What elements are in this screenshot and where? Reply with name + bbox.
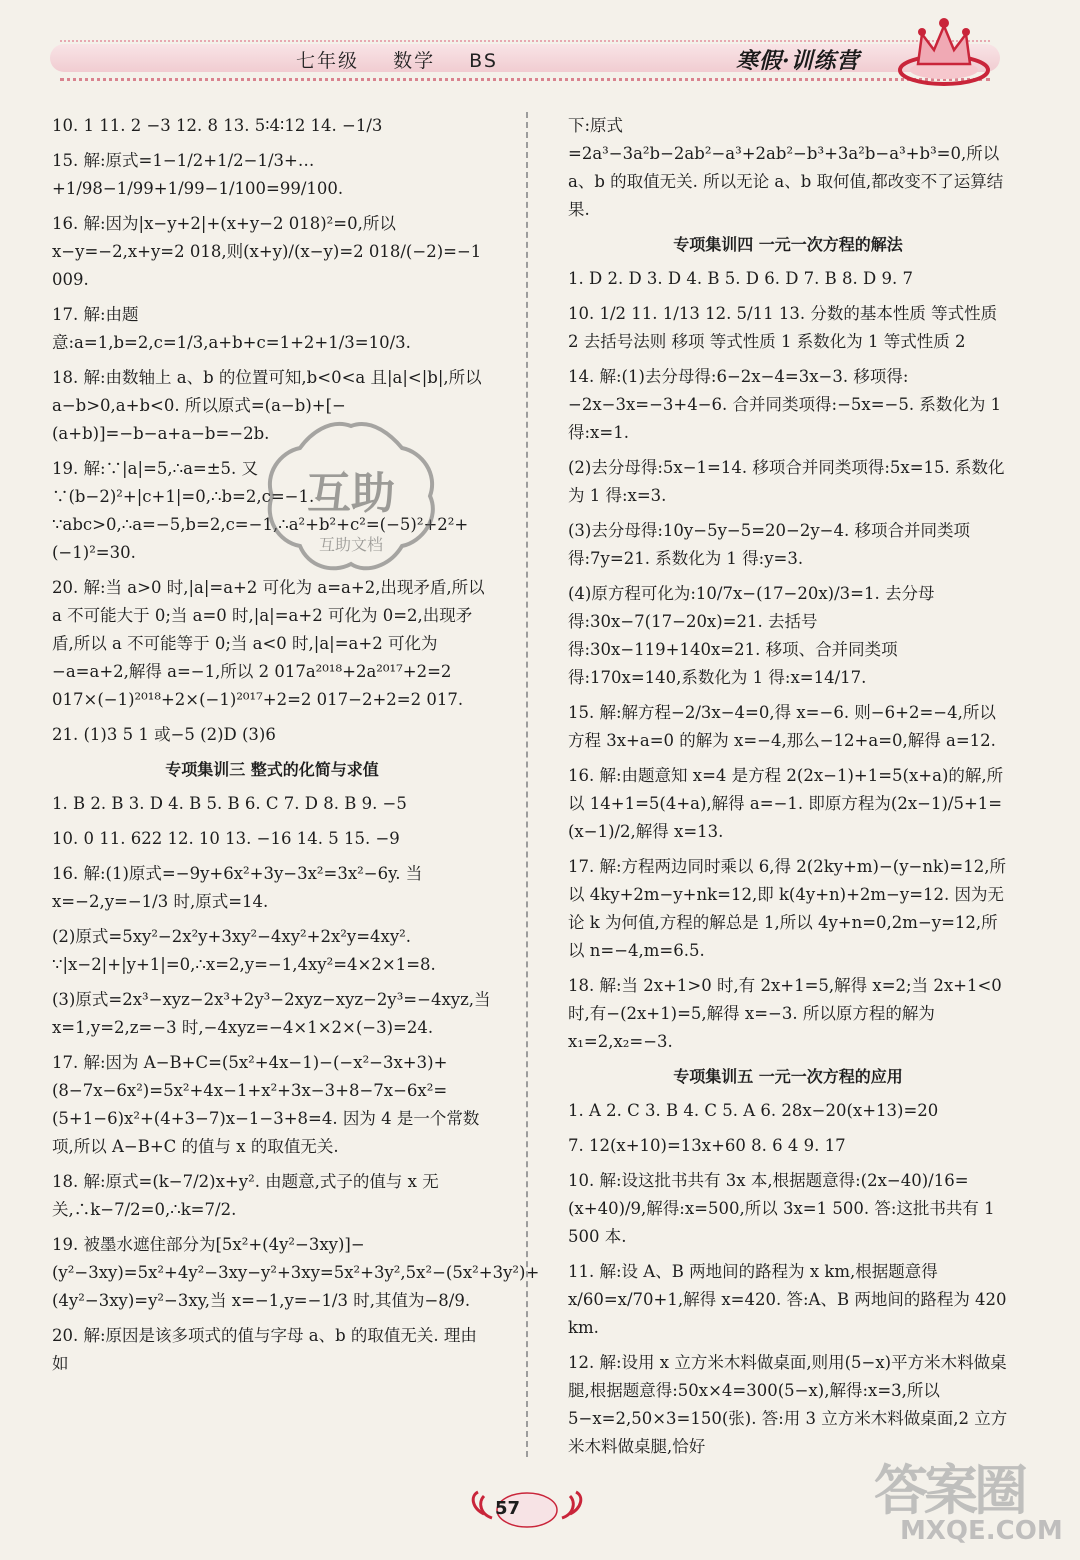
answer-item: 16. 解:因为|x−y+2|+(x+y−2 018)²=0,所以 x−y=−2,x+y=2 018,则(x+y)/(x−y)=2 018/(−2)=−1 009. (52, 214, 482, 289)
watermark-logo: 答案圈 (874, 1459, 1024, 1522)
answer-item: (4)原方程可化为:10/7x−(17−20x)/3=1. 去分母得:30x−7(17−20x)=21. 去括号得:30x−119+140x=21. 移项、合并同类项得:170x=140,系数化为 1 得:x=14/17. (568, 584, 935, 687)
answer-item: 11. 解:设 A、B 两地间的路程为 x km,根据题意得 x/60=x/70+1,解得 x=420. 答:A、B 两地间的路程为 420 km. (568, 1262, 1007, 1337)
answer-item: 10. 0 11. 622 12. 10 13. −16 14. 5 15. −9 (52, 829, 400, 848)
answer-item: 1. D 2. D 3. D 4. B 5. D 6. D 7. B 8. D 9. 7 (568, 269, 913, 288)
answer-item: 17. 解:由题意:a=1,b=2,c=1/3,a+b+c=1+2+1/3=10/3. (52, 305, 411, 352)
page-number: 57 (495, 1498, 521, 1519)
answer-item: 15. 解:解方程−2/3x−4=0,得 x=−6. 则−6+2=−4,所以方程 3x+a=0 的解为 x=−4,那么−12+a=0,解得 a=12. (568, 703, 996, 750)
header-title (296, 46, 524, 73)
answer-item: 18. 解:由数轴上 a、b 的位置可知,b<0<a 且|a|<|b|,所以 a−b>0,a+b<0. 所以原式=(a−b)+[−(a+b)]=−b−a+a−b=−2b. (52, 368, 482, 443)
stamp-subtext: 互助文档 (318, 535, 384, 554)
answer-item: 16. 解:(1)原式=−9y+6x²+3y−3x²=3x²−6y. 当 x=−2,y=−1/3 时,原式=14. (52, 864, 423, 911)
answer-item: 20. 解:原因是该多项式的值与字母 a、b 的取值无关. 理由如 (52, 1326, 477, 1373)
answer-item: 7. 12(x+10)=13x+60 8. 6 4 9. 17 (568, 1136, 846, 1155)
answer-item: (3)原式=2x³−xyz−2x³+2y³−2xyz−xyz−2y³=−4xyz,当 x=1,y=2,z=−3 时,−4xyz=−4×1×2×(−3)=24. (52, 990, 491, 1037)
section-heading: 专项集训四 一元一次方程的解法 (673, 235, 903, 254)
answer-item: 20. 解:当 a>0 时,|a|=a+2 可化为 a=a+2,出现矛盾,所以 a 不可能大于 0;当 a=0 时,|a|=a+2 可化为 0=2,出现矛盾,所以 a 不可能等于 0;当 a<0 时,|a|=a+2 可化为 −a=a+2,解得 a=−1,所以 2 017a²⁰¹⁸+2a²⁰¹⁷+2=2 017×(−1)²⁰¹⁸+2×(−1)²⁰¹⁷+2=2 017−2+2=2 017. (52, 578, 485, 709)
answer-item: 下:原式=2a³−3a²b−2ab²−a³+2ab²−b³+3a²b−a³+b³=0,所以 a、b 的取值无关. 所以无论 a、b 取何值,都改变不了运算结果. (568, 116, 1004, 219)
brand-title: 寒假·训练营 (736, 48, 860, 74)
watermark-url: MXQE.COM (900, 1516, 1063, 1546)
answer-item: 18. 解:原式=(k−7/2)x+y². 由题意,式子的值与 x 无关,∴k−7/2=0,∴k=7/2. (52, 1172, 439, 1219)
answer-item: 17. 解:方程两边同时乘以 6,得 2(2ky+m)−(y−nk)=12,所以 4ky+2m−y+nk=12,即 k(4y+n)+2m−y=12. 因为无论 k 为何值,方程的解总是 1,所以 4y+n=0,2m−y=12,所以 n=−4,m=6.5. (568, 857, 1006, 960)
header-dotted-line (60, 78, 990, 81)
answer-item: (2)去分母得:5x−1=14. 移项合并同类项得:5x=15. 系数化为 1 得:x=3. (568, 458, 1005, 505)
section-heading: 专项集训五 一元一次方程的应用 (673, 1067, 903, 1086)
answer-item: 1. A 2. C 3. B 4. C 5. A 6. 28x−20(x+13)=20 (568, 1101, 939, 1120)
edition-label: BS (469, 50, 498, 72)
left-answer-column (52, 112, 540, 1385)
answer-item: 16. 解:由题意知 x=4 是方程 2(2x−1)+1=5(x+a)的解,所以 14+1=5(4+a),解得 a=−1. 即原方程为(2x−1)/5+1=(x−1)/2,解得 x=13. (568, 766, 1004, 841)
answer-item: 10. 1 11. 2 −3 12. 8 13. 5∶4∶12 14. −1/3 (52, 116, 383, 135)
answer-item: 10. 解:设这批书共有 3x 本,根据题意得:(2x−40)/16=(x+40)/9,解得:x=500,所以 3x=1 500. 答:这批书共有 1 500 本. (568, 1171, 995, 1246)
answer-item: 1. B 2. B 3. D 4. B 5. B 6. C 7. D 8. B 9. −5 (52, 794, 407, 813)
page-header (0, 0, 1080, 100)
answer-item: 12. 解:设用 x 立方米木料做桌面,则用(5−x)平方米木料做桌腿,根据题意得:50x×4=300(5−x),解得:x=3,所以 5−x=2,50×3=150(张). 答:用 3 立方米木料做桌面,2 立方米木料做桌腿,恰好 (568, 1353, 1008, 1456)
answer-item: (3)去分母得:10y−5y−5=20−2y−4. 移项合并同类项得:7y=21. 系数化为 1 得:y=3. (568, 521, 970, 568)
header-dotted-line-top (60, 40, 990, 42)
answer-item: 21. (1)3 5 1 或−5 (2)D (3)6 (52, 725, 276, 744)
page-number-ornament (462, 1484, 592, 1532)
stamp-seal-icon (262, 418, 440, 574)
grade-label: 七年级 (296, 50, 360, 72)
subject-label: 数学 (393, 50, 436, 72)
answer-item: (2)原式=5xy²−2x²y+3xy²−4xy²+2x²y=4xy². ∵|x−2|+|y+1|=0,∴x=2,y=−1,4xy²=4×2×1=8. (52, 927, 436, 974)
answer-item: 15. 解:原式=1−1/2+1/2−1/3+…+1/98−1/99+1/99−1/100=99/100. (52, 151, 344, 198)
answer-item: 18. 解:当 2x+1>0 时,有 2x+1=5,解得 x=2;当 2x+1<0 时,有−(2x+1)=5,解得 x=−3. 所以原方程的解为 x₁=2,x₂=−3. (568, 976, 1002, 1051)
right-answer-column (568, 112, 1008, 1468)
answer-item: 14. 解:(1)去分母得:6−2x−4=3x−3. 移项得:−2x−3x=−3+4−6. 合并同类项得:−5x=−5. 系数化为 1 得:x=1. (568, 367, 1002, 442)
answer-item: 19. 解:∵|a|=5,∴a=±5. 又∵(b−2)²+|c+1|=0,∴b=2,c=−1. ∵abc>0,∴a=−5,b=2,c=−1,∴a²+b²+c²=(−5)²+2²+(−1)²=30. (52, 459, 469, 562)
stamp-text: 互助 (307, 468, 395, 519)
section-heading: 专项集训三 整式的化简与求值 (165, 760, 379, 779)
answer-item: 19. 被墨水遮住部分为[5x²+(4y²−3xy)]−(y²−3xy)=5x²+4y²−3xy−y²+3xy=5x²+3y²,5x²−(5x²+3y²)+(4y²−3xy)=y²−3xy,当 x=−1,y=−1/3 时,其值为−8/9. (52, 1235, 540, 1310)
crown-logo-icon (896, 8, 992, 90)
answer-item: 10. 1/2 11. 1/13 12. 5/11 13. 分数的基本性质 等式性质 2 去括号法则 移项 等式性质 1 系数化为 1 等式性质 2 (568, 304, 998, 351)
column-divider (526, 112, 528, 1457)
answer-item: 17. 解:因为 A−B+C=(5x²+4x−1)−(−x²−3x+3)+(8−7x−6x²)=5x²+4x−1+x²+3x−3+8−7x−6x²=(5+1−6)x²+(4+3−7)x−1−3+8=4. 因为 4 是一个常数项,所以 A−B+C 的值与 x 的取值无关. (52, 1053, 480, 1156)
